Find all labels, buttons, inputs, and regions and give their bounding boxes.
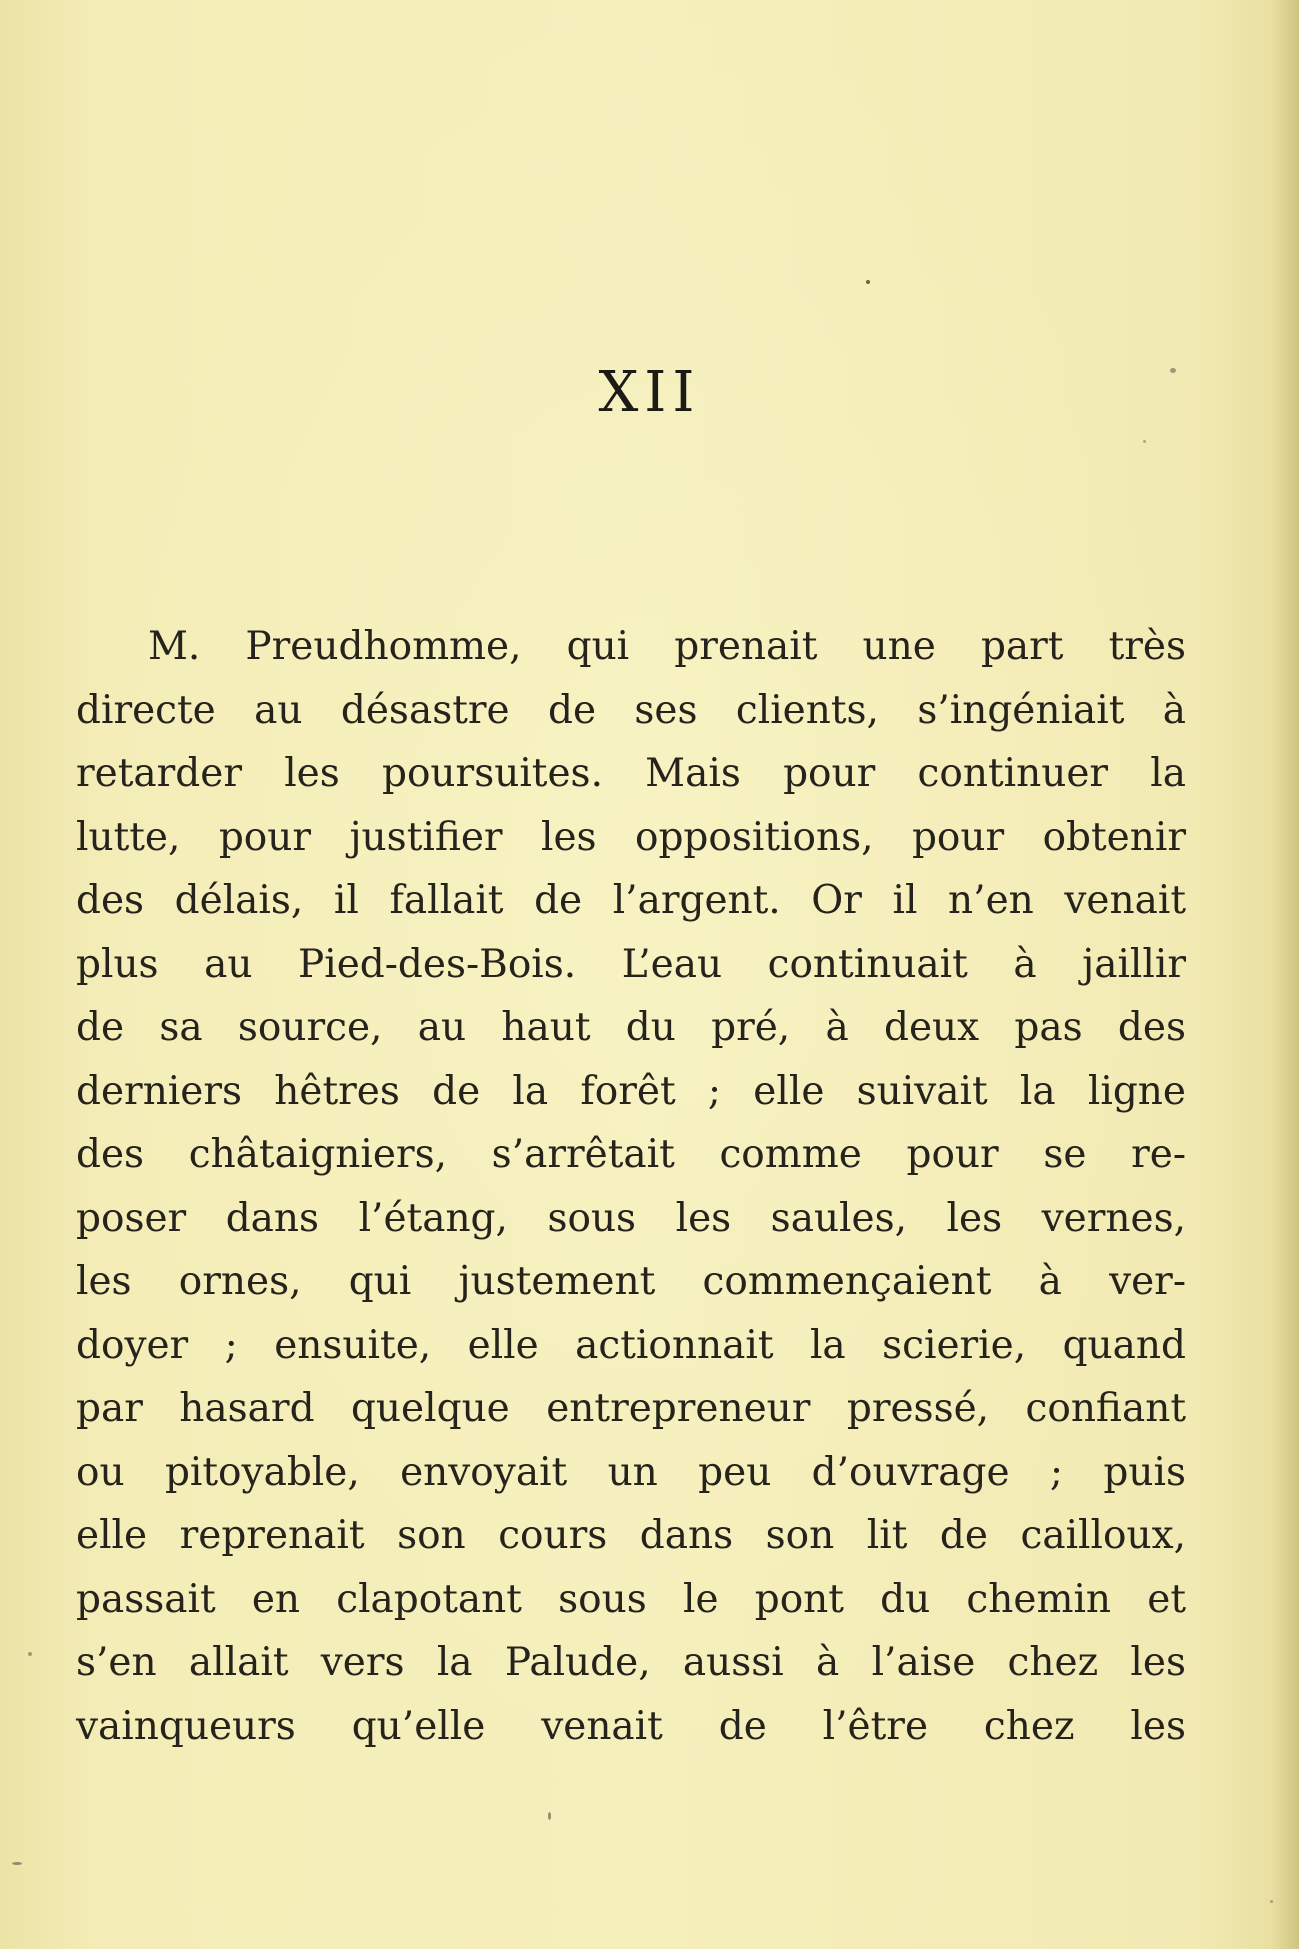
text-line: poser dans l’étang, sous les saules, les vernes,: [76, 1195, 1186, 1241]
page-edge-shadow: [1271, 0, 1299, 1949]
paper-speck: [28, 1652, 32, 1656]
text-line: des délais, il fallait de l’argent. Or il n’en venait: [76, 878, 1186, 923]
text-line: des châtaigniers, s’arrêtait comme pour se re-: [76, 1132, 1186, 1177]
chapter-heading: XII: [598, 360, 701, 425]
text-line: ou pitoyable, envoyait un peu d’ouvrage ; puis: [76, 1449, 1186, 1495]
text-line: par hasard quelque entrepreneur pressé, confiant: [76, 1386, 1186, 1431]
paper-speck: [1143, 440, 1146, 443]
paper-speck: [1270, 1900, 1273, 1903]
paper-speck: [12, 1862, 22, 1865]
text-line: les ornes, qui justement commençaient à ver-: [76, 1259, 1186, 1304]
text-line: s’en allait vers la Palude, aussi à l’aise chez les: [76, 1640, 1186, 1685]
text-line: passait en clapotant sous le pont du chemin et: [76, 1576, 1186, 1622]
text-line: lutte, pour justifier les oppositions, pour obtenir: [76, 814, 1186, 860]
chapter-paragraph: [76, 615, 1186, 1758]
text-line: elle reprenait son cours dans son lit de cailloux,: [76, 1513, 1186, 1558]
text-line: de sa source, au haut du pré, à deux pas des: [76, 1005, 1186, 1050]
text-line: derniers hêtres de la forêt ; elle suivait la ligne: [76, 1068, 1186, 1114]
text-line: M. Preudhomme, qui prenait une part très: [148, 624, 1186, 669]
paper-speck: [548, 1812, 551, 1820]
text-line: vainqueurs qu’elle venait de l’être chez les: [76, 1703, 1186, 1749]
text-line: plus au Pied-des-Bois. L’eau continuait à jaillir: [76, 941, 1186, 987]
paper-speck: [866, 280, 870, 284]
text-line: retarder les poursuites. Mais pour continuer la: [76, 751, 1186, 796]
text-line: directe au désastre de ses clients, s’ingéniait à: [76, 687, 1186, 733]
text-line: doyer ; ensuite, elle actionnait la scierie, quand: [76, 1322, 1186, 1368]
